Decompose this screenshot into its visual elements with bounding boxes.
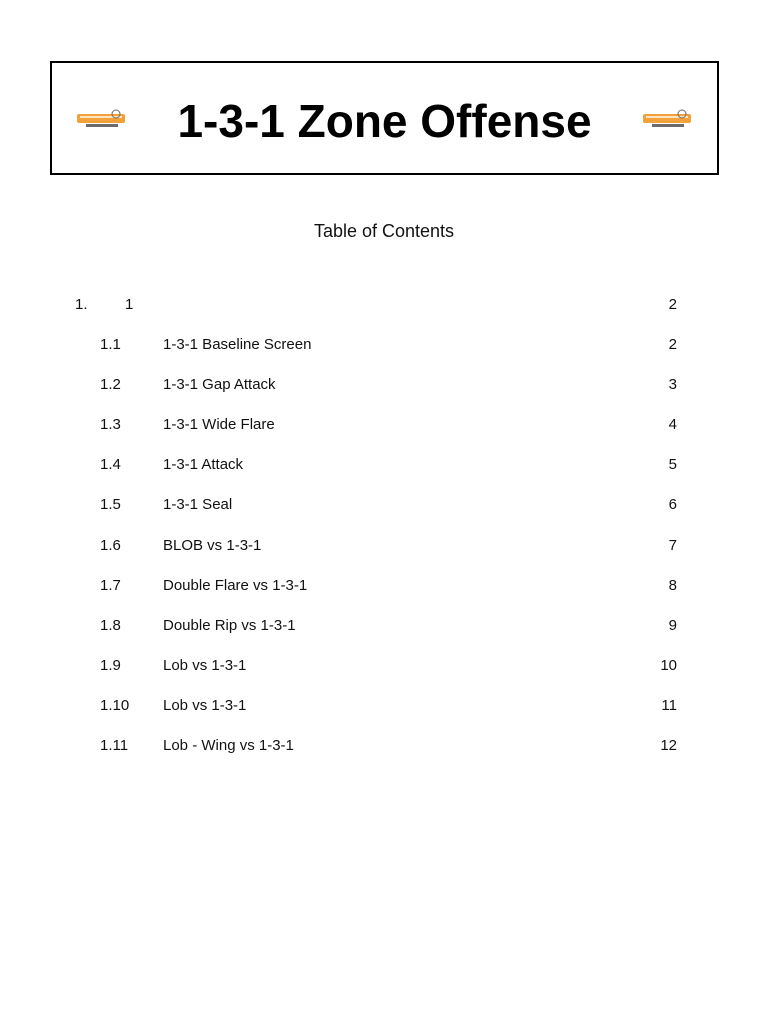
- toc-entry-number: 1.8: [100, 617, 121, 634]
- toc-entry-page: 5: [668, 456, 677, 473]
- toc-entry-title: 1-3-1 Wide Flare: [163, 416, 275, 433]
- toc-entry[interactable]: [0, 616, 768, 636]
- toc-entry[interactable]: [0, 696, 768, 716]
- toc-entry[interactable]: [0, 375, 768, 395]
- toc-entry[interactable]: [0, 335, 768, 355]
- toc-entry-page: 12: [660, 737, 677, 754]
- title-box: [50, 61, 719, 175]
- toc-entry-title: Double Rip vs 1-3-1: [163, 617, 296, 634]
- toc-entry-page: 10: [660, 657, 677, 674]
- toc-entry-title: 1: [125, 296, 134, 313]
- toc-entry[interactable]: [0, 495, 768, 515]
- toc-entry[interactable]: [0, 536, 768, 556]
- toc-entry-title: Double Flare vs 1-3-1: [163, 577, 308, 594]
- basketball-logo-icon: [642, 109, 694, 129]
- toc-heading: Table of Contents: [313, 221, 455, 241]
- toc-entry-title: 1-3-1 Baseline Screen: [163, 336, 312, 353]
- toc-entry-title: 1-3-1 Seal: [163, 496, 233, 513]
- toc-entry[interactable]: [0, 295, 768, 315]
- toc-entry-page: 3: [668, 376, 677, 393]
- toc-entry-number: 1.11: [100, 737, 129, 754]
- toc-entry-title: Lob vs 1-3-1: [163, 697, 247, 714]
- toc-entry-number: 1.: [75, 296, 88, 313]
- toc-entry-title: BLOB vs 1-3-1: [163, 537, 262, 554]
- toc-entry-page: 4: [668, 416, 677, 433]
- toc-entry-number: 1.4: [100, 456, 121, 473]
- toc-entry-number: 1.7: [100, 577, 121, 594]
- toc-entry[interactable]: [0, 415, 768, 435]
- toc-entry-page: 9: [668, 617, 677, 634]
- toc-entry-page: 11: [661, 697, 677, 714]
- toc-entry-number: 1.2: [100, 376, 121, 393]
- toc-entry-page: 7: [668, 537, 677, 554]
- toc-entry-number: 1.1: [100, 336, 121, 353]
- toc-entry-page: 8: [668, 577, 677, 594]
- toc-entry-page: 2: [668, 296, 677, 313]
- toc-entry-number: 1.3: [100, 416, 121, 433]
- toc-entry-number: 1.9: [100, 657, 121, 674]
- toc-entry[interactable]: [0, 455, 768, 475]
- toc-entry-title: Lob vs 1-3-1: [163, 657, 247, 674]
- toc-entry-number: 1.6: [100, 537, 121, 554]
- toc-entry-page: 2: [668, 336, 677, 353]
- toc-entry[interactable]: [0, 576, 768, 596]
- toc-entry-number: 1.5: [100, 496, 121, 513]
- toc-entry-title: Lob - Wing vs 1-3-1: [163, 737, 294, 754]
- toc-entry-number: 1.10: [100, 697, 130, 714]
- toc-entry[interactable]: [0, 736, 768, 756]
- toc-entry-title: 1-3-1 Gap Attack: [163, 376, 276, 393]
- page-title: 1-3-1 Zone Offense: [177, 95, 592, 147]
- toc-entry-page: 6: [668, 496, 677, 513]
- toc-entry-title: 1-3-1 Attack: [163, 456, 244, 473]
- toc-entry[interactable]: [0, 656, 768, 676]
